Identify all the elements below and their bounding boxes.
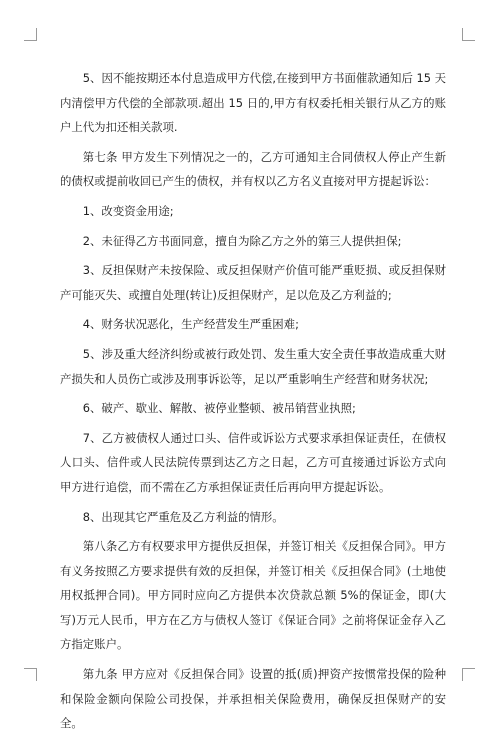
paragraph-item-2: 2、未征得乙方书面同意，擅自为除乙方之外的第三人提供担保;: [82, 233, 402, 248]
paragraph-item-8: 8、出现其它严重危及乙方利益的情形。: [82, 509, 284, 524]
paragraph-item-5-reimbursement: 5、因不能按期还本付息造成甲方代偿,在接到甲方书面催款通知后 15 天内清偿甲方代偿的全部款项.超出 15 日的,甲方有权委托相关银行从乙方的账户上代为扣还相关款项.: [60, 71, 446, 135]
crop-mark-top-right: [462, 28, 475, 41]
paragraph-item-3: 3、反担保财产未按保险、或反担保财产价值可能严重贬损、或反担保财产可能灭失、或擅自处理(转让)反担保财产，足以危及乙方利益的;: [60, 263, 446, 302]
paragraph-article-8: 第八条乙方有权要求甲方提供反担保，并签订相关《反担保合同》。甲方有义务按照乙方要求提供有效的反担保，并签订相关《反担保合同》(土地使用权抵押合同)。甲方同时应向乙方提供本次贷款总额 5%的保证金，即(大写)万元人民币，甲方在乙方与债权人签订《保证合同》之前将保证金存入乙方指定账户。: [60, 539, 446, 652]
crop-mark-bottom-left: [24, 668, 37, 681]
paragraph-item-6: 6、破产、歇业、解散、被停业整顿、被吊销营业执照;: [82, 401, 356, 416]
paragraph-item-1: 1、改变资金用途;: [82, 203, 174, 218]
paragraph-item-4: 4、财务状况恶化，生产经营发生严重困难;: [82, 317, 299, 332]
paragraph-item-7: 7、乙方被债权人通过口头、信件或诉讼方式要求承担保证责任，在债权人口头、信件或人民法院传票到达乙方之日起，乙方可直接通过诉讼方式向甲方进行追偿，而不需在乙方承担保证责任后再向甲方提起诉讼。: [60, 430, 446, 494]
paragraph-item-5-disputes: 5、涉及重大经济纠纷或被行政处罚、发生重大安全责任事故造成重大财产损失和人员伤亡或涉及刑事诉讼等，足以严重影响生产经营和财务状况;: [60, 346, 446, 386]
document-body: [60, 66, 446, 741]
paragraph-article-7: 第七条 甲方发生下列情况之一的，乙方可通知主合同债权人停止产生新的债权或提前收回已产生的债权，并有权以乙方名义直接对甲方提起诉讼：: [60, 149, 446, 189]
paragraph-article-9: 第九条 甲方应对《反担保合同》设置的抵(质)押资产按惯常投保的险种和保险金额向保险公司投保，并承担相关保险费用，确保反担保财产的安全。: [60, 667, 446, 731]
crop-mark-top-left: [24, 28, 37, 41]
crop-mark-bottom-right: [462, 668, 475, 681]
